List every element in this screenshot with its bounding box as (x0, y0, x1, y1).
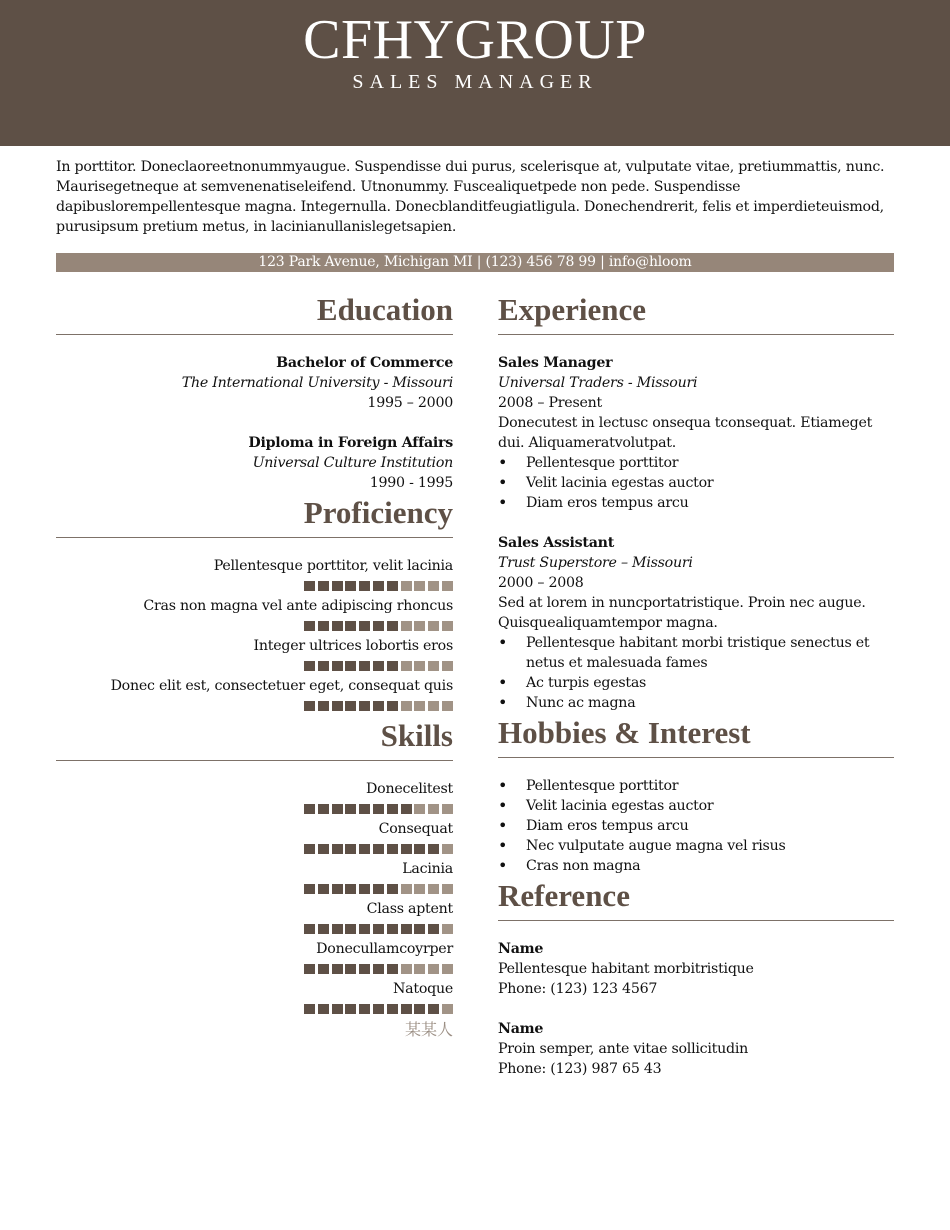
rating-item (56, 899, 453, 939)
rating-square-empty (442, 844, 453, 854)
reference-name: Name (498, 941, 544, 957)
rating-square-filled (318, 621, 329, 631)
rating-square-filled (359, 924, 370, 934)
rating-square-empty (401, 661, 412, 671)
degree-title: Diploma in Foreign Affairs (248, 435, 453, 451)
rating-square-filled (401, 924, 412, 934)
job-dates: 2000 – 2008 (498, 575, 584, 591)
rating-square-filled (345, 701, 356, 711)
rating-square-filled (373, 844, 384, 854)
experience-entry (498, 353, 894, 513)
job-description: Sed at lorem in nuncportatristique. Proin nec augue. Quisquealiquamtempor magna. (498, 595, 866, 631)
rating-square-empty (442, 924, 453, 934)
job-bullets (498, 453, 894, 513)
rating-square-filled (373, 581, 384, 591)
rating-label: Donecelitest (366, 781, 453, 797)
education-entry (56, 353, 453, 413)
rating-square-filled (387, 581, 398, 591)
rating-square-empty (401, 884, 412, 894)
experience-heading: Experience (498, 290, 894, 335)
rating-square-filled (304, 804, 315, 814)
reference-entry (498, 1019, 894, 1079)
rating-label: Cras non magna vel ante adipiscing rhoncus (143, 598, 453, 614)
rating-label: Natoque (393, 981, 453, 997)
rating-square-filled (318, 661, 329, 671)
rating-square-empty (442, 804, 453, 814)
reference-entry (498, 939, 894, 999)
rating-square-empty (414, 804, 425, 814)
rating-square-empty (428, 804, 439, 814)
rating-square-filled (373, 964, 384, 974)
rating-square-filled (373, 701, 384, 711)
candidate-name: CFHYGROUP (303, 9, 647, 71)
job-bullets (498, 633, 894, 713)
rating-square-filled (318, 804, 329, 814)
list-item: • Diam eros tempus arcu (498, 493, 894, 513)
job-role: Sales Assistant (498, 535, 615, 551)
rating-square-filled (345, 661, 356, 671)
rating-square-filled (318, 884, 329, 894)
rating-square-filled (318, 924, 329, 934)
reference-name: Name (498, 1021, 544, 1037)
rating-item (56, 939, 453, 979)
reference-phone: Phone: (123) 987 65 43 (498, 1061, 662, 1077)
rating-square-empty (442, 581, 453, 591)
rating-square-filled (304, 884, 315, 894)
rating-square-filled (332, 661, 343, 671)
rating-square-empty (401, 581, 412, 591)
profile-summary: In porttitor. Doneclaoreetnonummyaugue. Suspendisse dui purus, scelerisque at, vulputate vitae, pretiummattis, nunc. Maurisegetneque at semvenenatiseleifend. Utnonummy. Fuscealiquetpede non pede. Suspendisse dapibuslorempellentesque magna. Integernulla. Donecblanditfeugiatligula. Donechendrerit, felis et imperdieteuismod, purusipsum pretium metus, in lacinianullanislegetsapien. (56, 159, 885, 235)
rating-square-filled (304, 661, 315, 671)
rating-item (56, 676, 453, 716)
rating-square-filled (345, 621, 356, 631)
rating-square-empty (442, 1004, 453, 1014)
rating-square-filled (373, 924, 384, 934)
rating-bar (56, 959, 453, 979)
rating-square-filled (332, 581, 343, 591)
rating-square-empty (414, 581, 425, 591)
rating-square-filled (318, 701, 329, 711)
list-item: • Cras non magna (498, 856, 894, 876)
rating-bar (56, 879, 453, 899)
rating-bar (56, 656, 453, 676)
rating-square-empty (428, 581, 439, 591)
rating-square-filled (373, 884, 384, 894)
rating-label: Pellentesque porttitor, velit lacinia (213, 558, 453, 574)
rating-square-empty (401, 701, 412, 711)
school-name: The International University - Missouri (181, 375, 453, 391)
rating-label: Consequat (378, 821, 453, 837)
reference-detail: Pellentesque habitant morbitristique (498, 961, 754, 977)
rating-square-filled (345, 581, 356, 591)
school-name: Universal Culture Institution (252, 455, 453, 471)
rating-square-filled (304, 581, 315, 591)
company-name: Universal Traders - Missouri (498, 375, 698, 391)
rating-square-filled (428, 844, 439, 854)
rating-square-filled (332, 804, 343, 814)
rating-bar (56, 696, 453, 716)
education-years: 1995 – 2000 (367, 395, 453, 411)
rating-square-filled (387, 1004, 398, 1014)
rating-square-filled (359, 701, 370, 711)
rating-square-empty (414, 661, 425, 671)
rating-square-filled (359, 1004, 370, 1014)
rating-square-filled (345, 844, 356, 854)
rating-square-filled (304, 701, 315, 711)
rating-square-filled (359, 844, 370, 854)
rating-square-filled (359, 621, 370, 631)
list-item: • Pellentesque porttitor (498, 776, 894, 796)
rating-square-filled (332, 701, 343, 711)
rating-square-filled (332, 964, 343, 974)
rating-square-filled (387, 621, 398, 631)
rating-square-filled (332, 1004, 343, 1014)
rating-square-filled (318, 581, 329, 591)
rating-square-filled (318, 964, 329, 974)
proficiency-list (56, 556, 453, 716)
list-item: • Pellentesque habitant morbi tristique senectus et netus et malesuada fames (498, 633, 894, 673)
rating-square-filled (359, 804, 370, 814)
contact-bar: 123 Park Avenue, Michigan MI | (123) 456 78 99 | info@hloom (56, 253, 894, 272)
rating-square-filled (304, 844, 315, 854)
rating-square-filled (387, 884, 398, 894)
rating-square-empty (442, 661, 453, 671)
list-item: • Nec vulputate augue magna vel risus (498, 836, 894, 856)
rating-square-filled (373, 804, 384, 814)
rating-square-filled (373, 1004, 384, 1014)
rating-square-filled (359, 964, 370, 974)
rating-square-empty (414, 621, 425, 631)
education-entry (56, 433, 453, 493)
rating-square-empty (428, 701, 439, 711)
rating-square-filled (414, 924, 425, 934)
rating-label: Class aptent (366, 901, 453, 917)
rating-square-filled (332, 884, 343, 894)
rating-square-filled (414, 844, 425, 854)
rating-square-filled (373, 621, 384, 631)
rating-item (56, 596, 453, 636)
rating-square-empty (442, 964, 453, 974)
rating-square-filled (387, 701, 398, 711)
rating-square-filled (345, 924, 356, 934)
job-dates: 2008 – Present (498, 395, 602, 411)
rating-item (56, 779, 453, 819)
list-item: • Velit lacinia egestas auctor (498, 796, 894, 816)
degree-title: Bachelor of Commerce (276, 355, 453, 371)
rating-label: Donecullamcoyrper (316, 941, 453, 957)
rating-bar (56, 799, 453, 819)
rating-square-filled (332, 844, 343, 854)
watermark-text: 某某人 (404, 1020, 453, 1039)
proficiency-heading: Proficiency (56, 493, 453, 538)
rating-square-filled (345, 964, 356, 974)
rating-bar (56, 839, 453, 859)
skills-heading: Skills (56, 716, 453, 761)
rating-bar (56, 576, 453, 596)
rating-square-filled (345, 884, 356, 894)
rating-square-filled (428, 924, 439, 934)
reference-heading: Reference (498, 876, 894, 921)
rating-square-filled (401, 804, 412, 814)
list-item: • Nunc ac magna (498, 693, 894, 713)
rating-item (56, 819, 453, 859)
left-column (56, 290, 453, 1041)
rating-square-filled (318, 844, 329, 854)
rating-label: Integer ultrices lobortis eros (253, 638, 453, 654)
rating-square-filled (304, 621, 315, 631)
rating-square-empty (414, 884, 425, 894)
rating-square-filled (304, 924, 315, 934)
rating-bar (56, 616, 453, 636)
rating-label: Lacinia (402, 861, 453, 877)
rating-square-empty (442, 884, 453, 894)
rating-square-filled (359, 581, 370, 591)
rating-square-filled (373, 661, 384, 671)
rating-square-filled (387, 964, 398, 974)
resume-header (0, 0, 950, 146)
rating-square-filled (345, 804, 356, 814)
experience-entry (498, 533, 894, 713)
rating-square-filled (318, 1004, 329, 1014)
right-column (498, 290, 894, 1079)
rating-square-empty (428, 661, 439, 671)
rating-square-empty (442, 621, 453, 631)
rating-square-empty (401, 964, 412, 974)
list-item: • Ac turpis egestas (498, 673, 894, 693)
rating-square-filled (304, 964, 315, 974)
education-heading: Education (56, 290, 453, 335)
education-years: 1990 - 1995 (369, 475, 453, 491)
rating-square-empty (414, 701, 425, 711)
job-title: SALES MANAGER (352, 71, 598, 93)
rating-square-filled (428, 1004, 439, 1014)
reference-phone: Phone: (123) 123 4567 (498, 981, 658, 997)
rating-square-filled (387, 804, 398, 814)
hobbies-heading: Hobbies & Interest (498, 713, 894, 758)
rating-square-empty (428, 621, 439, 631)
rating-square-filled (345, 1004, 356, 1014)
list-item: • Pellentesque porttitor (498, 453, 894, 473)
rating-bar (56, 999, 453, 1019)
rating-square-empty (442, 701, 453, 711)
job-description: Donecutest in lectusc onsequa tconsequat. Etiameget dui. Aliquameratvolutpat. (498, 415, 873, 451)
list-item: • Diam eros tempus arcu (498, 816, 894, 836)
hobbies-list (498, 776, 894, 876)
rating-item (56, 859, 453, 899)
rating-square-filled (387, 844, 398, 854)
rating-item (56, 636, 453, 676)
rating-bar (56, 919, 453, 939)
rating-square-filled (332, 621, 343, 631)
rating-square-empty (401, 621, 412, 631)
rating-square-filled (414, 1004, 425, 1014)
job-role: Sales Manager (498, 355, 613, 371)
rating-square-filled (359, 884, 370, 894)
rating-square-empty (414, 964, 425, 974)
rating-square-empty (428, 964, 439, 974)
rating-item (56, 556, 453, 596)
reference-detail: Proin semper, ante vitae sollicitudin (498, 1041, 748, 1057)
rating-square-filled (332, 924, 343, 934)
rating-label: Donec elit est, consectetuer eget, consequat quis (110, 678, 453, 694)
rating-square-filled (387, 661, 398, 671)
rating-square-empty (428, 884, 439, 894)
skills-list (56, 779, 453, 1019)
company-name: Trust Superstore – Missouri (498, 555, 693, 571)
list-item: • Velit lacinia egestas auctor (498, 473, 894, 493)
rating-square-filled (401, 844, 412, 854)
rating-square-filled (387, 924, 398, 934)
rating-square-filled (359, 661, 370, 671)
rating-square-filled (304, 1004, 315, 1014)
rating-square-filled (401, 1004, 412, 1014)
rating-item (56, 979, 453, 1019)
